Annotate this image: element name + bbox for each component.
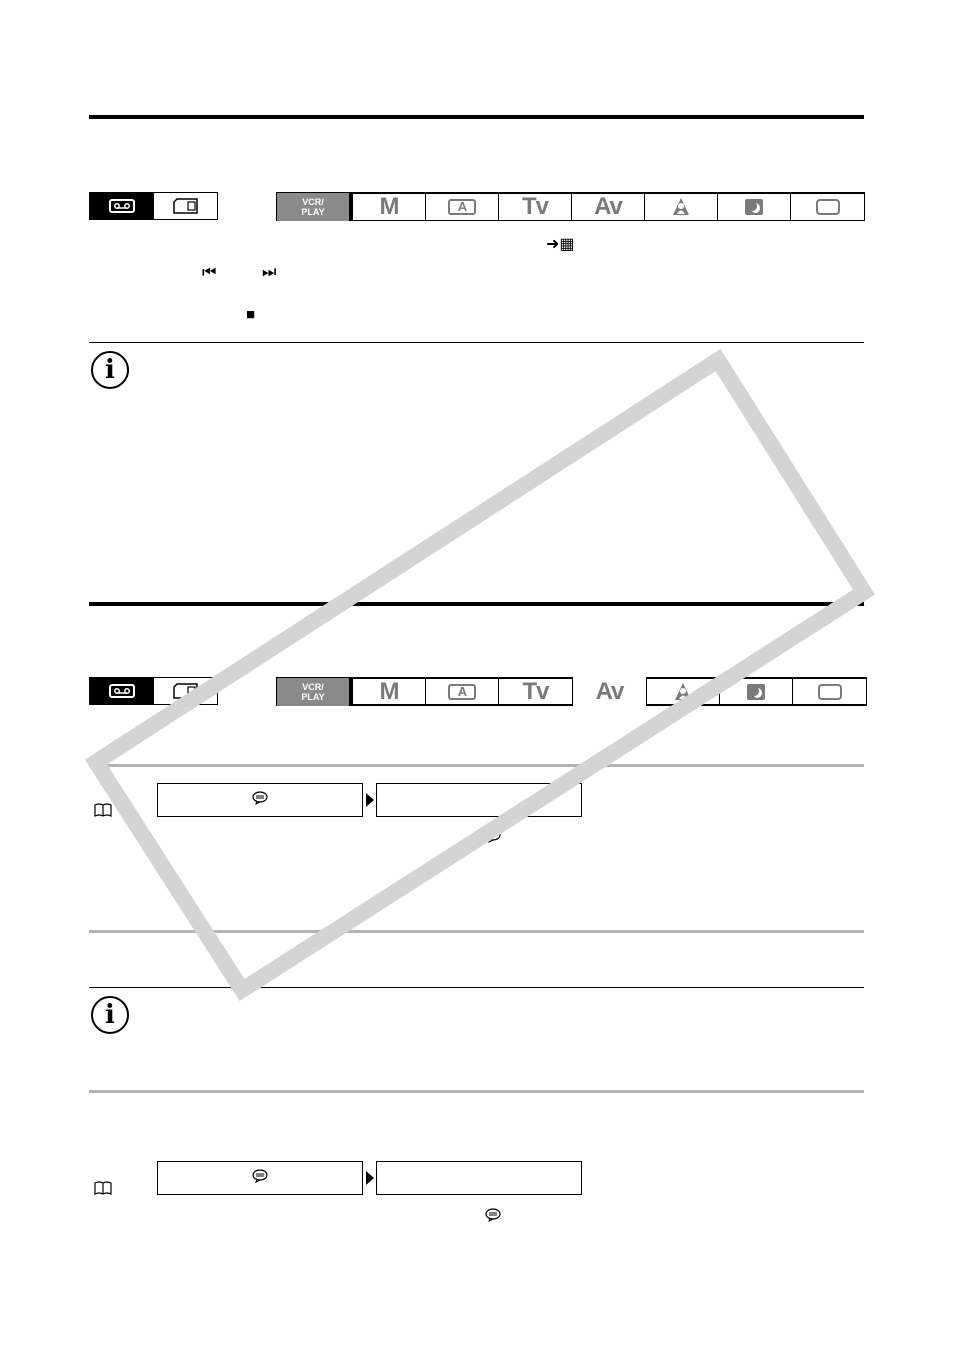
special-scene-icon — [793, 678, 866, 705]
arrow-right-icon — [366, 793, 374, 807]
card-icon — [153, 678, 217, 704]
note-rule — [89, 342, 864, 343]
menu-step-box — [376, 783, 582, 817]
section-rule-top — [89, 602, 864, 606]
tape-icon — [90, 678, 153, 704]
mode-auto: A — [426, 678, 499, 705]
section-rule-top — [89, 115, 864, 119]
tape-icon — [90, 193, 153, 219]
portrait-icon — [647, 678, 720, 705]
menu-icon — [485, 829, 501, 845]
card-icon — [153, 193, 217, 219]
portrait-icon — [645, 193, 718, 221]
menu-icon — [485, 1208, 501, 1224]
menu-step-box — [157, 783, 363, 817]
mode-bar — [276, 677, 867, 706]
book-icon — [94, 1181, 112, 1197]
menu-icon — [252, 791, 268, 810]
mode-tv: Tv — [499, 193, 572, 221]
mode-vcr-play: VCR/ PLAY — [277, 193, 353, 221]
night-icon — [720, 678, 793, 705]
media-indicator — [89, 677, 218, 705]
mode-manual: M — [353, 193, 426, 221]
mode-av: Av — [595, 677, 624, 705]
night-icon — [718, 193, 791, 221]
book-icon — [94, 803, 112, 819]
stop-icon: ■ — [246, 306, 256, 323]
mode-tv: Tv — [499, 678, 572, 705]
mode-manual: M — [353, 678, 426, 705]
arrow-right-icon — [366, 1171, 374, 1185]
step-rule — [89, 930, 864, 933]
skip-forward-icon: ⏭ — [262, 264, 277, 281]
menu-step-box — [376, 1161, 582, 1195]
info-icon: i — [91, 351, 129, 389]
menu-step-box — [157, 1161, 363, 1195]
page-ref-icon: ➜▦ — [546, 236, 575, 253]
step-rule — [89, 764, 864, 767]
info-icon: i — [91, 996, 129, 1034]
special-scene-icon — [791, 193, 864, 221]
mode-av: Av — [572, 193, 645, 221]
mode-bar — [276, 192, 865, 221]
note-rule — [89, 987, 864, 988]
menu-icon — [252, 1169, 268, 1188]
skip-back-icon: ⏮ — [202, 264, 217, 281]
media-indicator — [89, 192, 218, 220]
mode-vcr-play: VCR/ PLAY — [277, 678, 353, 706]
step-rule — [89, 1090, 864, 1093]
mode-auto: A — [426, 193, 499, 221]
